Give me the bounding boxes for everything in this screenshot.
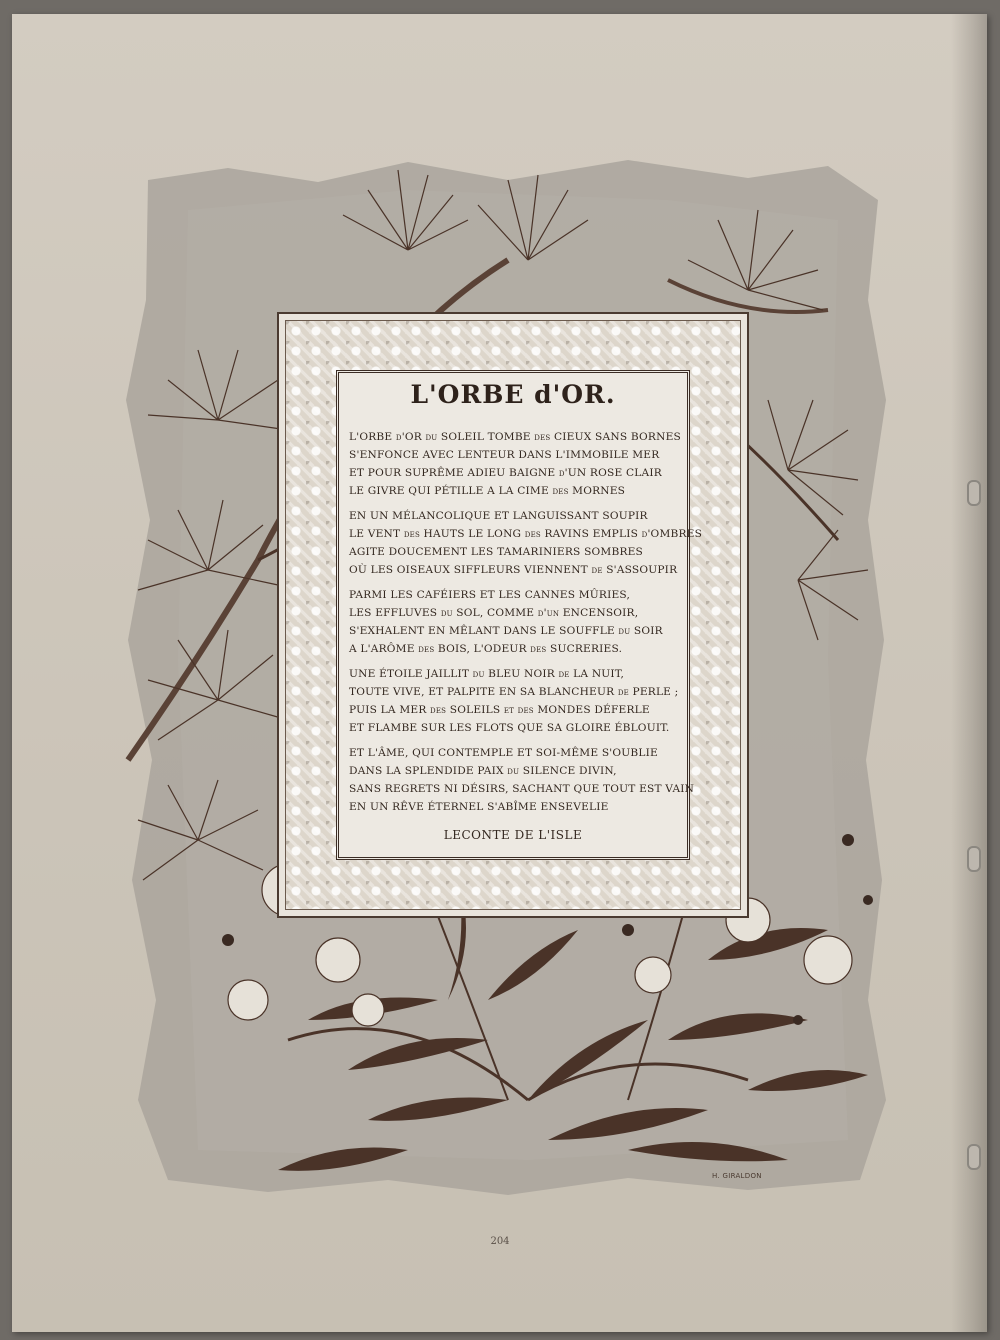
poem-line: ET POUR SUPRÊME ADIEU BAIGNE d'UN ROSE CLAIR [349, 467, 662, 479]
poem-line: S'ENFONCE AVEC LENTEUR DANS L'IMMOBILE MER [349, 449, 660, 461]
poem-line: A L'ARÔME des BOIS, L'ODEUR des SUCRERIES. [349, 643, 623, 655]
poem-line: PARMI LES CAFÉIERS ET LES CANNES MÛRIES, [349, 589, 631, 601]
binding-edge [951, 14, 987, 1332]
stanza [349, 428, 683, 500]
poem-line: SANS REGRETS NI DÉSIRS, SACHANT QUE TOUT EST VAIN [349, 783, 695, 795]
poem-line: LES EFFLUVES du SOL, COMME d'un ENCENSOIR, [349, 607, 639, 619]
poem-body [349, 428, 703, 823]
poem-line: S'EXHALENT EN MÊLANT DANS LE SOUFFLE du SOIR [349, 625, 663, 637]
poem-author: LECONTE DE L'ISLE [443, 828, 583, 842]
poem-line: EN UN RÊVE ÉTERNEL S'ABÎME ENSEVELIE [349, 801, 609, 813]
poem-title: L'ORBE d'OR. [410, 380, 616, 409]
poem-line: ET FLAMBE SUR LES FLOTS QUE SA GLOIRE ÉBLOUIT. [349, 722, 670, 734]
stanza [349, 507, 703, 579]
poem-line: L'ORBE d'OR du SOLEIL TOMBE des CIEUX SANS BORNES [349, 431, 681, 443]
stanza [349, 586, 683, 658]
binding-staple [967, 846, 981, 872]
poem-line: LE VENT des HAUTS LE LONG des RAVINS EMPLIS d'OMBRES [349, 528, 703, 540]
binding-staple [967, 480, 981, 506]
page-number: 204 [490, 1236, 510, 1247]
poem-line: EN UN MÉLANCOLIQUE ET LANGUISSANT SOUPIR [349, 510, 648, 522]
poem-line: LE GIVRE QUI PÉTILLE A LA CIME des MORNES [349, 485, 626, 497]
poem-line: AGITE DOUCEMENT LES TAMARINIERS SOMBRES [349, 546, 644, 558]
binding-staple [967, 1144, 981, 1170]
stanza [349, 744, 695, 816]
poem-line: DANS LA SPLENDIDE PAIX du SILENCE DIVIN, [349, 765, 617, 777]
poem-line: PUIS LA MER des SOLEILS et des MONDES DÉFERLE [349, 704, 650, 716]
stanza [349, 665, 683, 737]
poem-line: UNE ÉTOILE JAILLIT du BLEU NOIR de LA NUIT, [349, 668, 625, 680]
poem-line: TOUTE VIVE, ET PALPITE EN SA BLANCHEUR de PERLE ; [349, 686, 679, 698]
poem-line: OÙ LES OISEAUX SIFFLEURS VIENNENT de S'ASSOUPIR [349, 564, 678, 576]
poem-line: ET L'ÂME, QUI CONTEMPLE ET SOI-MÊME S'OUBLIE [349, 747, 658, 759]
artist-signature: H. GIRALDON [712, 1172, 762, 1180]
